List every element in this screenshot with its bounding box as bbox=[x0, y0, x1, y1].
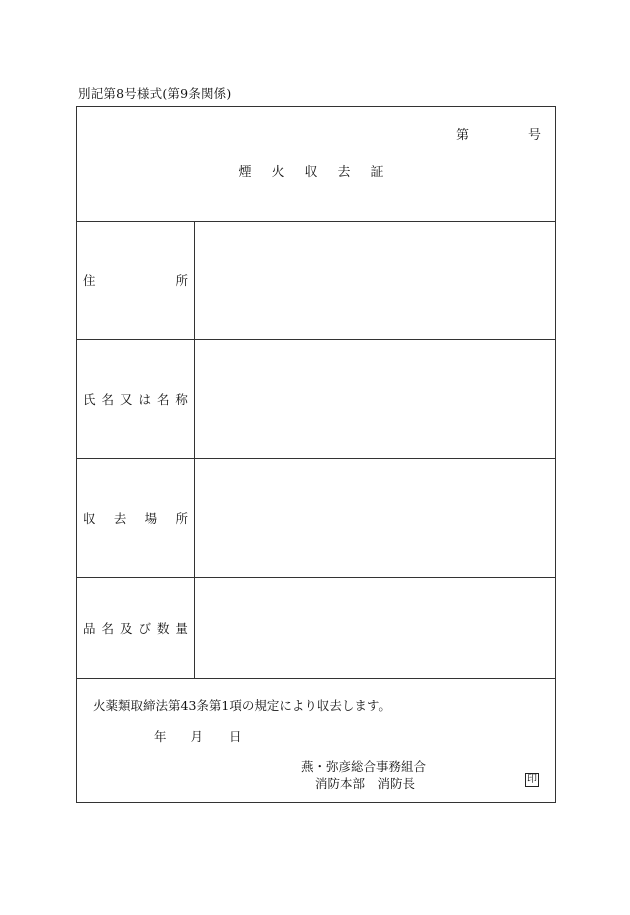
name-row bbox=[77, 340, 555, 459]
form-title: 煙火収去証 bbox=[238, 165, 404, 180]
legal-statement: 火薬類取締法第43条第1項の規定により収去します。 bbox=[93, 698, 391, 713]
name-label-char: 又 bbox=[119, 392, 133, 407]
receipt-form bbox=[76, 106, 556, 803]
name-label-char: 称 bbox=[175, 392, 188, 407]
name-label-char: は bbox=[138, 392, 151, 407]
issue-date bbox=[154, 727, 242, 745]
address-label-char: 所 bbox=[175, 273, 188, 288]
collection-place-row bbox=[77, 459, 555, 578]
address-row bbox=[77, 221, 555, 340]
collection-place-label-char: 去 bbox=[113, 511, 127, 526]
item-quantity-row bbox=[77, 578, 555, 679]
item-quantity-label-char: 量 bbox=[175, 621, 188, 636]
issuer-organization: 燕・弥彦総合事務組合 bbox=[301, 759, 427, 774]
collection-place-label-char: 場 bbox=[144, 511, 158, 526]
issuer-title: 消防本部 消防長 bbox=[315, 776, 416, 791]
item-quantity-label-char: 名 bbox=[101, 621, 114, 636]
number-suffix: 号 bbox=[528, 128, 542, 143]
item-quantity-label-char: 数 bbox=[156, 621, 170, 636]
name-label-char: 名 bbox=[156, 392, 170, 407]
item-quantity-label bbox=[77, 578, 195, 678]
name-label-char: 名 bbox=[101, 392, 114, 407]
collection-place-label-char: 所 bbox=[175, 511, 188, 526]
collection-place-label-char: 収 bbox=[83, 511, 96, 526]
address-label-char: 住 bbox=[83, 273, 96, 288]
form-footer bbox=[77, 679, 555, 803]
item-quantity-label-char: 及 bbox=[119, 621, 133, 636]
address-label bbox=[77, 221, 195, 339]
name-label bbox=[77, 340, 195, 458]
item-quantity-label-char: び bbox=[138, 621, 151, 636]
name-field[interactable] bbox=[195, 340, 555, 458]
date-day: 日 bbox=[229, 729, 242, 744]
item-quantity-field[interactable] bbox=[195, 578, 555, 678]
item-quantity-label-char: 品 bbox=[83, 621, 96, 636]
collection-place-field[interactable] bbox=[195, 459, 555, 577]
name-label-char: 氏 bbox=[83, 392, 96, 407]
date-year: 年 bbox=[154, 729, 167, 744]
address-field[interactable] bbox=[195, 221, 555, 339]
number-prefix: 第 bbox=[456, 128, 470, 143]
form-header bbox=[77, 107, 555, 222]
date-month: 月 bbox=[190, 729, 204, 744]
collection-place-label bbox=[77, 459, 195, 577]
seal-mark: 印 bbox=[527, 774, 537, 785]
form-caption: 別記第8号様式(第9条関係) bbox=[78, 86, 232, 101]
